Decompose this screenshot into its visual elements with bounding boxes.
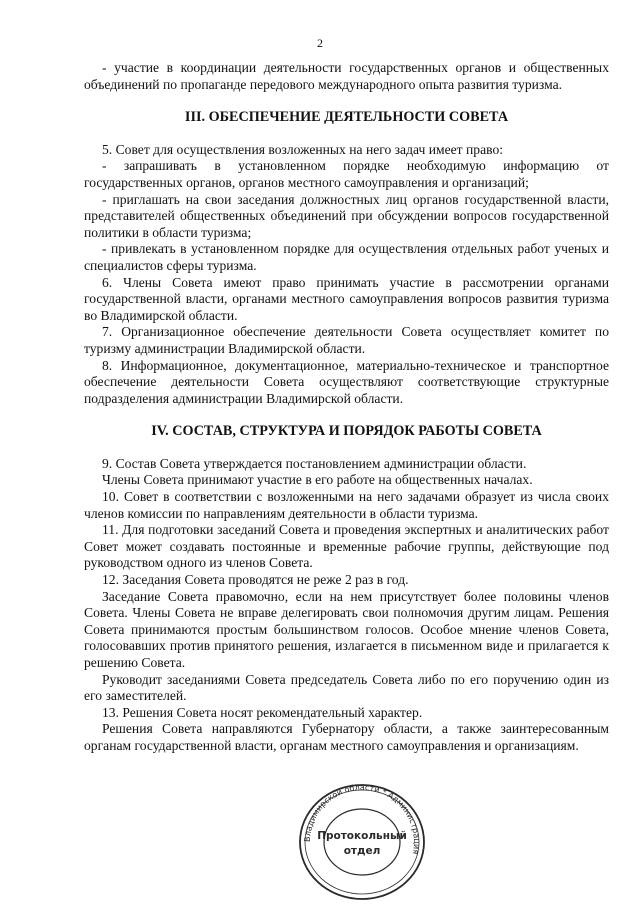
paragraph-13-distribution: Решения Совета направляются Губернатору области, а также заинтересованным органам государственной власти, органам местного самоуправления и организациям. [84,721,609,753]
stamp-center-line-1: Протокольный [317,830,407,842]
paragraph-7: 7. Организационное обеспечение деятельности Совета осуществляет комитет по туризму администрации Владимирской области. [84,324,609,356]
paragraph-8: 8. Информационное, документационное, материально-техническое и транспортное обеспечение деятельности Совета осуществляют соответствующие структурные подразделения администрации Владимирской области. [84,357,609,406]
stamp-ring-text: Владимирской области * Администрация [302,782,422,856]
paragraph-5-engage: - привлекать в установленном порядке для осуществления отдельных работ ученых и специалистов сферы туризма. [84,241,609,273]
paragraph-participation: - участие в координации деятельности государственных органов и общественных объединений по пропаганде передового международного опыта развития туризма. [84,60,609,92]
paragraph-9-volunteer: Члены Совета принимают участие в его работе на общественных началах. [102,472,533,488]
section-3-heading: III. ОБЕСПЕЧЕНИЕ ДЕЯТЕЛЬНОСТИ СОВЕТА [184,109,509,126]
page-number: 2 [317,36,323,50]
official-stamp [290,782,435,902]
paragraph-5: 5. Совет для осуществления возложенных на него задач имеет право: [102,141,504,157]
document-body [84,60,609,755]
paragraph-9: 9. Состав Совета утверждается постановлением администрации области. [102,455,527,471]
paragraph-12: 12. Заседания Совета проводятся не реже 2 раз в год. [102,572,409,588]
stamp-center-ring [324,809,400,875]
stamp-center-line-2: отдел [343,845,381,857]
paragraph-11: 11. Для подготовки заседаний Совета и проведения экспертных и аналитических работ Совет может создавать постоянные и временные рабочие группы, действующие под руководством одного из членов Совета. [84,522,609,571]
paragraph-5-invite: - приглашать на свои заседания должностных лиц органов государственной власти, представителей общественных объединений при обсуждении вопросов государственной политики в области туризма; [84,191,609,240]
paragraph-12-chair: Руководит заседаниями Совета председатель Совета либо по его поручению один из его заместителей. [84,671,609,704]
paragraph-12-quorum: Заседание Совета правомочно, если на нем присутствует более половины членов Совета. Члены Совета не вправе делегировать свои полномочия другим лицам. Решения Совета принимаются простым большинством голосов. Особое мнение членов Совета, голосовавших против принятого решения, излагается в письменном виде и прилагается к решению Совета. [84,588,609,670]
paragraph-6: 6. Члены Совета имеют право принимать участие в рассмотрении органами государственной власти, органами местного самоуправления вопросов развития туризма во Владимирской области. [84,274,609,323]
paragraph-5-request-info: - запрашивать в установленном порядке необходимую информацию от государственных органов, органов местного самоуправления и организаций; [84,158,609,190]
paragraph-13: 13. Решения Совета носят рекомендательный характер. [102,704,423,720]
section-4-heading: IV. СОСТАВ, СТРУКТУРА И ПОРЯДОК РАБОТЫ СОВЕТА [151,423,542,440]
paragraph-10: 10. Совет в соответствии с возложенными на него задачами образует из числа своих членов комиссии по направлениям деятельности в области туризма. [84,489,609,521]
